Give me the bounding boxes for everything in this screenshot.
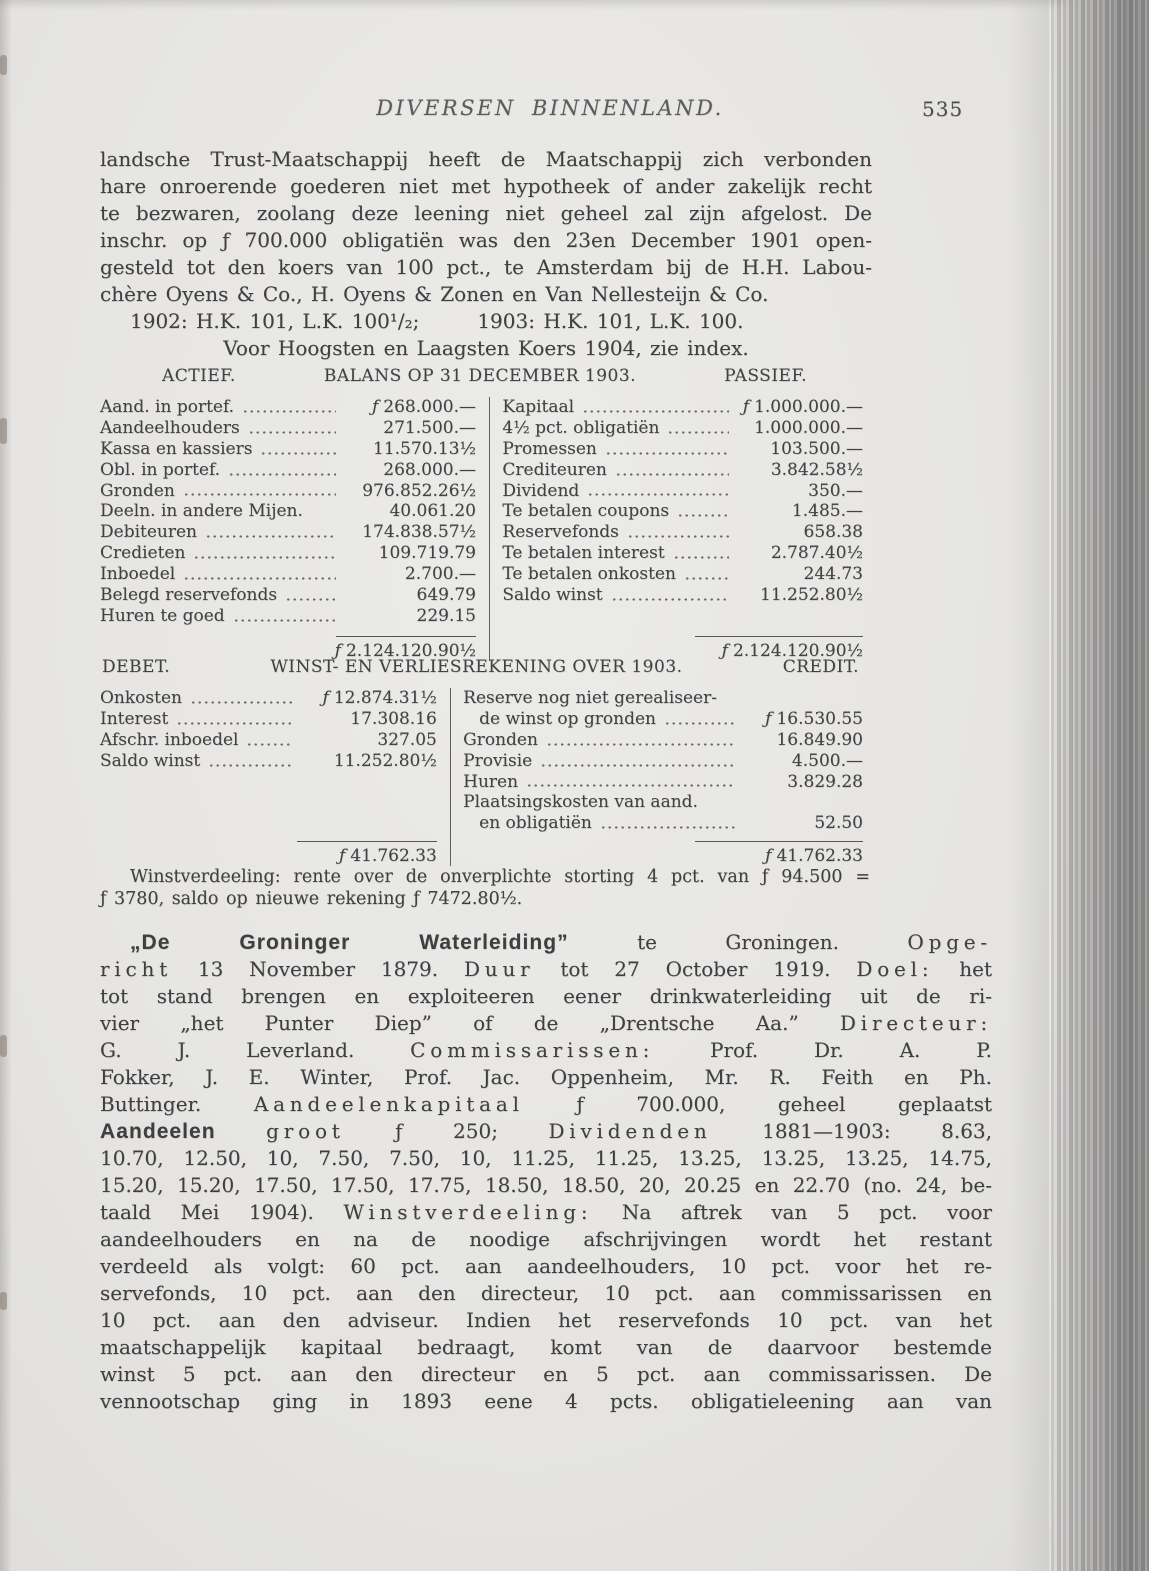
text-line (100, 1253, 992, 1280)
ledger-row (502, 501, 863, 522)
ledger-row (502, 564, 863, 585)
intro-paragraph (100, 146, 872, 362)
text-segment: het (933, 957, 992, 981)
credit-total-amount: 41.762.33 (776, 846, 863, 866)
ledger-row (100, 585, 476, 606)
ledger-row-label: Aand. in portef. (100, 397, 235, 417)
text-segment: landsche Trust-Maatschappij heeft de Maatschappij zich verbonden (100, 147, 872, 171)
leader-dots (190, 700, 293, 705)
ledger-row-label: Provisie (463, 750, 533, 771)
leader-dots (208, 763, 293, 768)
running-title: DIVERSEN BINNENLAND. (376, 96, 724, 120)
text-line (100, 1091, 992, 1118)
profit-loss-statement (100, 657, 863, 866)
ledger-row-label: Belegd reservefonds (100, 585, 278, 606)
florin-sign: ƒ (765, 846, 772, 866)
ledger-row-amount: 103.500.— (770, 438, 863, 459)
text-segment: tot 27 October 1919. (534, 957, 857, 981)
text-line (100, 983, 992, 1010)
ledger-row-amount: 649.79 (416, 585, 476, 606)
ledger-row-label: Aandeelhouders (100, 417, 240, 438)
text-line (100, 335, 872, 362)
passief-heading: PASSIEF. (724, 366, 807, 386)
ledger-row-label: Deeln. in andere Mijen. (100, 501, 303, 522)
ledger-row (100, 522, 476, 543)
florin-sign: ƒ (742, 397, 750, 417)
ledger-row-amount: 11.252.80½ (760, 585, 863, 606)
ledger-row (502, 481, 863, 502)
ledger-row (100, 397, 476, 418)
ledger-row (100, 688, 437, 709)
ledger-row-label: Debiteuren (100, 522, 197, 543)
actief-rows (100, 397, 476, 627)
emphasis-text: Opge- (907, 930, 992, 954)
total-rule (297, 841, 437, 842)
ledger-row-amount: 1.485.— (791, 501, 863, 522)
emphasis-text: richt (100, 957, 173, 981)
ledger-row-amount: 976.852.26½ (362, 480, 476, 501)
ledger-row-label: Huren te goed (100, 605, 225, 626)
text-segment: 10 pct. aan den adviseur. Indien het reservefonds 10 pct. van het (100, 1308, 992, 1332)
emphasis-text: groot (266, 1119, 345, 1143)
text-segment: te Groningen. (568, 930, 908, 954)
ledger-row-amount: ƒ 16.530.55 (765, 708, 863, 729)
leader-dots (684, 576, 729, 581)
ledger-row-amount: ƒ 12.874.31½ (322, 688, 437, 708)
ledger-row-label: 4½ pct. obligatiën (502, 417, 660, 438)
text-line (100, 308, 872, 335)
text-segment: verdeeld als volgt: 60 pct. aan aandeelhouders, 10 pct. voor het re- (100, 1254, 992, 1278)
ledger-row (463, 709, 863, 730)
actief-heading: ACTIEF. (162, 366, 236, 386)
emphasis-text: Commissarissen: (410, 1038, 655, 1062)
credit-column (451, 688, 863, 866)
text-segment: winst 5 pct. aan den directeur en 5 pct. aan commissarissen. De (100, 1362, 992, 1386)
ledger-row-amount: 350.— (808, 480, 863, 501)
ledger-row-amount: 268.000.— (383, 459, 476, 480)
ledger-row (463, 772, 863, 793)
text-segment: 15.20, 15.20, 17.50, 17.50, 17.75, 18.50, 18.50, 20, 20.25 en 22.70 (no. 24, be- (100, 1173, 992, 1197)
winstverdeeling-note (100, 866, 870, 910)
debet-heading: DEBET. (102, 657, 171, 677)
text-segment: ƒ 250; (344, 1119, 549, 1143)
text-segment: 10.70, 12.50, 10, 7.50, 7.50, 10, 11.25, 11.25, 13.25, 13.25, 13.25, 14.75, (100, 1146, 992, 1170)
ledger-row (100, 543, 476, 564)
ledger-row-label: Crediteuren (502, 459, 607, 480)
leader-dots (664, 721, 735, 726)
text-line (100, 1118, 992, 1145)
ledger-row-label: Huren (463, 771, 519, 792)
page-content (100, 0, 1012, 1571)
balance-sheet-body (100, 397, 863, 661)
book-binding-edge (1049, 0, 1149, 1571)
total-rule (336, 636, 476, 637)
ledger-row (100, 481, 476, 502)
text-line (100, 929, 992, 956)
credit-total (463, 841, 863, 866)
debet-total (100, 841, 437, 866)
scan-left-edge (0, 0, 12, 1571)
credit-heading: CREDIT. (782, 657, 859, 677)
emphasis-text: Doel: (856, 957, 934, 981)
ledger-row (502, 397, 863, 418)
passief-total-amount: 2.124.120.90½ (732, 641, 863, 661)
leader-dots (615, 472, 729, 477)
ledger-row-label: Te betalen interest (502, 543, 665, 564)
leader-dots (176, 721, 293, 726)
emphasis-text: Winstverdeeling: (343, 1200, 593, 1224)
ledger-row-amount: 1.000.000.— (754, 417, 863, 438)
ledger-row-label: Inboedel (100, 564, 176, 585)
ledger-row-amount: 327.05 (377, 729, 437, 750)
ledger-row-amount: 52.50 (814, 813, 863, 834)
text-line (100, 866, 870, 888)
emphasis-text: Duur (463, 957, 535, 981)
text-line (100, 1199, 992, 1226)
leader-dots (546, 742, 735, 747)
actief-total-amount: 2.124.120.90½ (345, 641, 476, 661)
ledger-row (502, 585, 863, 606)
florin-sign: ƒ (339, 846, 346, 866)
scan-artifact (0, 418, 7, 444)
ledger-row-amount: 229.15 (416, 605, 476, 626)
ledger-row-amount: 4.500.— (791, 750, 863, 771)
leader-dots (725, 700, 735, 705)
ledger-row-amount: 11.252.80½ (333, 750, 437, 771)
text-line (100, 1334, 992, 1361)
ledger-row (502, 439, 863, 460)
emphasis-text: Dividenden (548, 1119, 712, 1143)
leader-dots (627, 534, 729, 539)
ledger-row-amount: ƒ 268.000.— (372, 397, 476, 417)
leader-dots (540, 763, 735, 768)
ledger-row (100, 709, 437, 730)
florin-sign: ƒ (334, 641, 341, 661)
ledger-row-label: Saldo winst (100, 750, 201, 771)
text-segment: gesteld tot den koers van 100 pct., te Amsterdam bij de H.H. Labou- (100, 255, 872, 279)
ledger-row-label: Kassa en kassiers (100, 438, 253, 459)
ledger-row (463, 730, 863, 751)
ledger-row (463, 688, 863, 709)
ledger-row-label: Plaatsingskosten van aand. (463, 792, 698, 813)
leader-dots (587, 492, 729, 497)
leader-dots (600, 825, 735, 830)
total-rule (695, 841, 863, 842)
text-line (100, 1361, 992, 1388)
text-segment: Prof. Dr. A. P. (654, 1038, 992, 1062)
ledger-row-amount: 2.700.— (404, 564, 476, 585)
actief-column (100, 397, 489, 661)
text-line (100, 200, 872, 227)
scan-artifact (0, 1292, 7, 1310)
debet-total-amount: 41.762.33 (350, 846, 437, 866)
debet-column (100, 688, 450, 866)
florin-sign: ƒ (765, 708, 772, 729)
profit-loss-body (100, 688, 863, 866)
leader-dots (582, 409, 729, 414)
emphasis-text: „De Groninger Waterleiding” (130, 931, 569, 954)
text-line (100, 1064, 992, 1091)
ledger-row-amount: 658.38 (803, 522, 863, 543)
text-segment: Voor Hoogsten en Laagsten Koers 1904, zie index. (223, 336, 749, 360)
ledger-row (502, 460, 863, 481)
ledger-row-amount: 109.719.79 (378, 543, 476, 564)
scan-artifact (0, 55, 7, 75)
ledger-row-label: Obl. in portef. (100, 459, 221, 480)
ledger-row-label: Dividend (502, 480, 580, 501)
leader-dots (605, 451, 729, 456)
ledger-row (100, 501, 476, 522)
leader-dots (526, 783, 735, 788)
leader-dots (248, 430, 336, 435)
ledger-row-label: Gronden (463, 729, 538, 750)
ledger-row-amount: 2.787.40½ (770, 543, 863, 564)
text-segment: tot stand brengen en exploiteeren eener drinkwaterleiding uit de ri- (100, 984, 992, 1008)
florin-sign: ƒ (721, 641, 728, 661)
ledger-row-amount: 3.842.58½ (770, 459, 863, 480)
text-segment (216, 1119, 267, 1143)
leader-dots (233, 618, 336, 623)
ledger-row-label: Te betalen coupons (502, 501, 670, 522)
ledger-row-label: en obligatiën (479, 813, 592, 834)
ledger-row-amount: 3.829.28 (787, 771, 863, 792)
text-line (100, 1010, 992, 1037)
ledger-row-amount: 17.308.16 (350, 708, 437, 729)
groninger-waterleiding-paragraph (100, 929, 992, 1415)
text-line (100, 888, 870, 910)
total-rule (695, 636, 863, 637)
ledger-row-label: Te betalen onkosten (502, 564, 676, 585)
ledger-row-label: Saldo winst (502, 585, 603, 606)
text-segment: 1902: H.K. 101, L.K. 100¹/₂; (130, 309, 420, 333)
scan-artifact (0, 1035, 7, 1057)
balance-title: BALANS OP 31 DECEMBER 1903. (323, 366, 637, 386)
ledger-row-label: Reserve nog niet gerealiseer- (463, 688, 717, 708)
ledger-row-label: Reservefonds (502, 522, 619, 543)
text-line (100, 956, 992, 983)
ledger-row-label: de winst op gronden (479, 708, 656, 729)
ledger-row-label: Kapitaal (502, 397, 575, 417)
credit-rows (463, 688, 863, 834)
balance-sheet (100, 366, 863, 661)
page-header (100, 96, 1000, 120)
profit-loss-title: WINST- EN VERLIESREKENING OVER 1903. (270, 657, 683, 677)
ledger-row (502, 418, 863, 439)
leader-dots (677, 513, 729, 518)
leader-dots (667, 430, 729, 435)
text-segment: chère Oyens & Co., H. Oyens & Zonen en Van Nellesteijn & Co. (100, 282, 769, 306)
text-segment: ƒ 3780, saldo op nieuwe rekening ƒ 7472.80½. (100, 889, 523, 909)
text-line (100, 146, 872, 173)
text-segment: 13 November 1879. (172, 957, 464, 981)
text-segment: servefonds, 10 pct. aan den directeur, 10 pct. aan commissarissen en (100, 1281, 992, 1305)
leader-dots (193, 555, 336, 560)
leader-dots (183, 576, 336, 581)
text-segment: aandeelhouders en na de noodige afschrijvingen wordt het restant (100, 1227, 992, 1251)
text-segment: vier „het Punter Diep” of de „Drentsche Aa.” (100, 1011, 840, 1035)
ledger-row-label: Afschr. inboedel (100, 729, 239, 750)
ledger-row (100, 460, 476, 481)
leader-dots (228, 472, 336, 477)
ledger-row (100, 564, 476, 585)
ledger-row (463, 792, 863, 813)
text-segment: inschr. op ƒ 700.000 obligatiën was den 23en December 1901 open- (100, 228, 872, 252)
leader-dots (311, 513, 336, 518)
ledger-row (100, 418, 476, 439)
ledger-row-label: Credieten (100, 543, 186, 564)
leader-dots (242, 409, 336, 414)
ledger-row-amount: 40.061.20 (389, 501, 476, 522)
text-segment: te bezwaren, zoolang deze leening niet geheel zal zijn afgelost. De (100, 201, 872, 225)
ledger-row-amount: 244.73 (803, 564, 863, 585)
ledger-row-label: Gronden (100, 480, 175, 501)
leader-dots (246, 742, 292, 747)
ledger-row-amount: 16.849.90 (776, 729, 863, 750)
balance-sheet-header (100, 366, 863, 386)
leader-dots (673, 555, 729, 560)
ledger-row-amount: 11.570.13½ (373, 438, 476, 459)
text-segment: Na aftrek van 5 pct. voor (592, 1200, 992, 1224)
ledger-row (463, 751, 863, 772)
text-segment: Fokker, J. E. Winter, Prof. Jac. Oppenheim, Mr. R. Feith en Ph. (100, 1065, 992, 1089)
text-line (100, 1388, 992, 1415)
text-line (100, 227, 872, 254)
ledger-row-amount: 174.838.57½ (362, 522, 476, 543)
passief-column (490, 397, 863, 661)
text-line (100, 1307, 992, 1334)
text-line (100, 281, 872, 308)
ledger-row-label: Promessen (502, 438, 597, 459)
leader-dots (285, 597, 336, 602)
leader-dots (205, 534, 336, 539)
text-segment: G. J. Leverland. (100, 1038, 411, 1062)
text-segment: Buttinger. (100, 1092, 254, 1116)
ledger-row (502, 522, 863, 543)
ledger-row-amount: 271.500.— (383, 417, 476, 438)
text-line (100, 1172, 992, 1199)
leader-dots (611, 597, 729, 602)
text-segment: Winstverdeeling: rente over de onverplichte storting 4 pct. van ƒ 94.500 = (130, 867, 870, 887)
text-segment: vennootschap ging in 1893 eene 4 pcts. obligatieleening aan van (100, 1389, 992, 1413)
ledger-row-amount: ƒ 1.000.000.— (742, 397, 863, 417)
leader-dots (260, 451, 336, 456)
debet-rows (100, 688, 437, 772)
text-line (100, 1226, 992, 1253)
leader-dots (183, 492, 336, 497)
ledger-row-label: Interest (100, 708, 169, 729)
ledger-row (502, 543, 863, 564)
text-segment: hare onroerende goederen niet met hypotheek of ander zakelijk recht (100, 174, 872, 198)
text-segment: 1903: H.K. 101, L.K. 100. (477, 309, 744, 333)
text-line (100, 254, 872, 281)
text-line (100, 1280, 992, 1307)
passief-rows (502, 397, 863, 606)
ledger-row (100, 751, 437, 772)
ledger-row (100, 439, 476, 460)
florin-sign: ƒ (372, 397, 379, 417)
florin-sign: ƒ (322, 688, 329, 708)
text-line (100, 1145, 992, 1172)
text-line (100, 1037, 992, 1064)
text-segment: 1881—1903: 8.63, (711, 1119, 993, 1143)
ledger-row (100, 730, 437, 751)
emphasis-text: Aandeelen (100, 1120, 216, 1143)
text-segment: maatschappelijk kapitaal bedraagt, komt van de daarvoor bestemde (100, 1335, 992, 1359)
emphasis-text: Directeur: (839, 1011, 992, 1035)
leader-dots (706, 804, 735, 809)
profit-loss-header (100, 657, 863, 677)
text-line (100, 173, 872, 200)
page-number: 535 (922, 97, 964, 121)
ledger-row-label: Onkosten (100, 688, 182, 708)
emphasis-text: Aandeelenkapitaal (253, 1092, 524, 1116)
ledger-row (100, 606, 476, 627)
ledger-row (463, 813, 863, 834)
text-segment: taald Mei 1904). (100, 1200, 344, 1224)
text-segment: ƒ 700.000, geheel geplaatst (523, 1092, 992, 1116)
